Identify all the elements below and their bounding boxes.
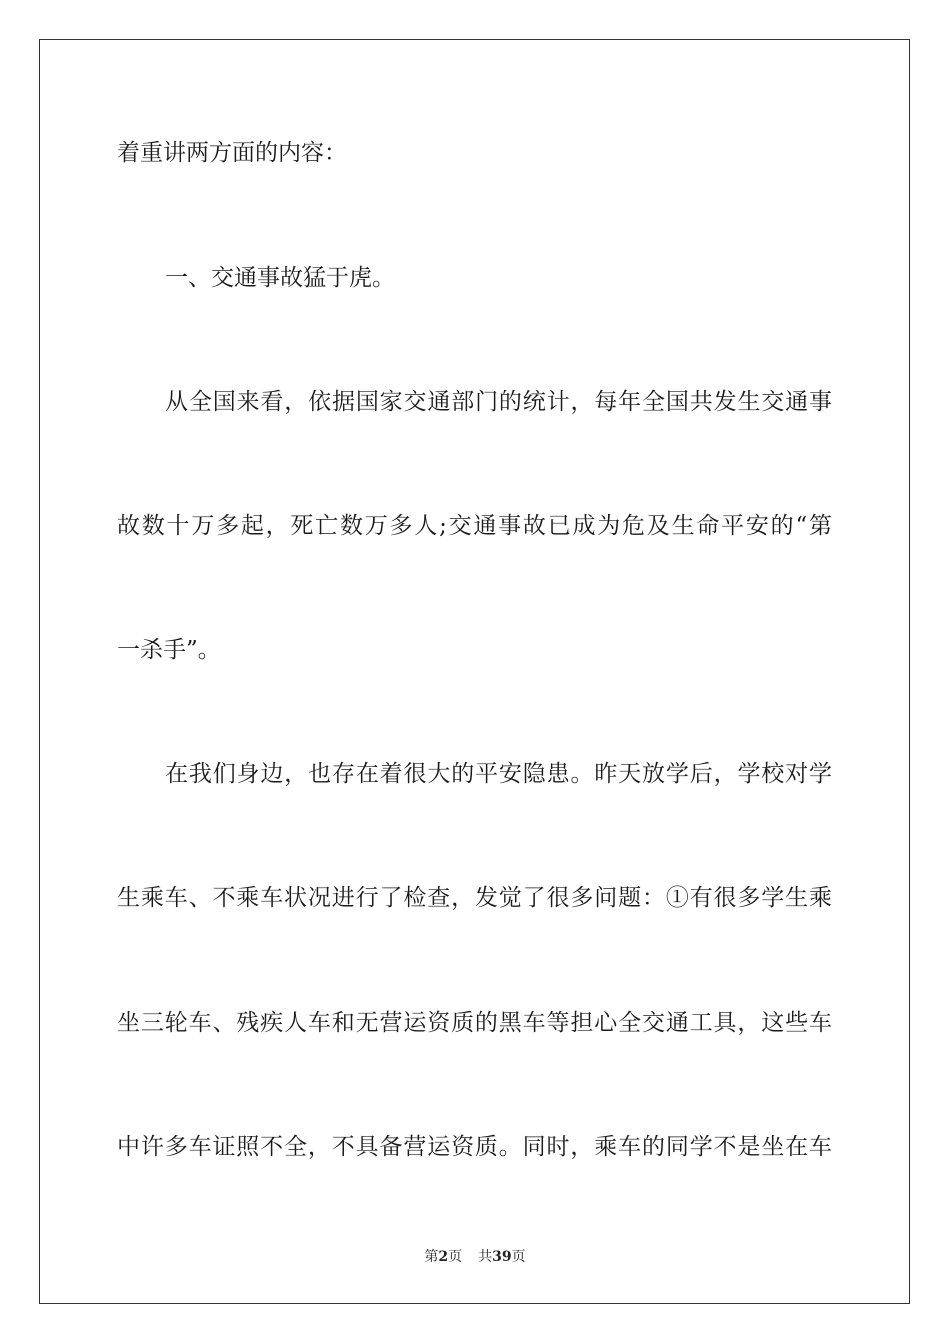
page-footer [0,1248,950,1266]
text-line-3: 从全国来看，依据国家交通部门的统计，每年全国共发生交通事 [165,389,832,415]
text-line-5: 一杀手”。 [117,637,221,663]
text-line-4: 故数十万多起，死亡数万多人;交通事故已成为危及生命平安的“第 [117,513,832,539]
text-line-6: 在我们身边，也存在着很大的平安隐患。昨天放学后，学校对学 [165,761,832,787]
page-frame [39,39,910,1304]
page-prefix: 第 [424,1249,439,1265]
text-line-7: 生乘车、不乘车状况进行了检查，发觉了很多问题：①有很多学生乘 [117,885,832,911]
text-line-8: 坐三轮车、残疾人车和无营运资质的黑车等担心全交通工具，这些车 [117,1010,832,1036]
total-page-count: 39 [492,1249,512,1265]
section-heading: 一、交通事故猛于虎。 [165,265,395,291]
text-line-9: 中许多车证照不全，不具备营运资质。同时，乘车的同学不是坐在车 [117,1134,832,1160]
text-line-1: 着重讲两方面的内容： [117,140,347,166]
page-suffix: 页 [448,1249,463,1265]
total-suffix: 页 [511,1249,526,1265]
total-prefix: 共 [478,1249,493,1265]
current-page-number: 2 [438,1249,449,1265]
